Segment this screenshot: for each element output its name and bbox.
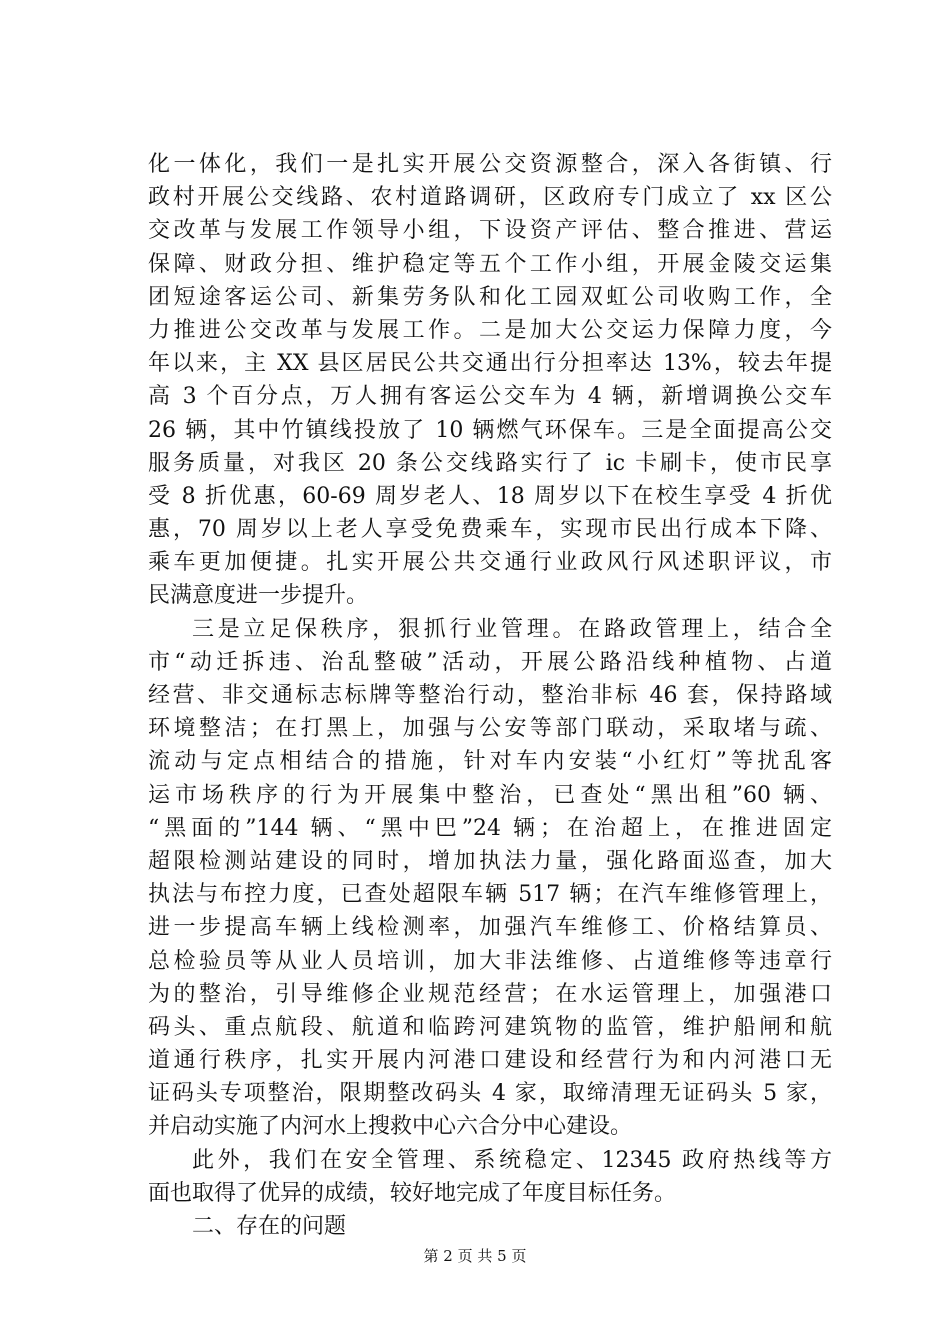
text-line: 服务质量，对我区 20 条公交线路实行了 ic 卡刷卡，使市民享 — [148, 450, 832, 476]
text-line: 高 3 个百分点，万人拥有客运公交车为 4 辆，新增调换公交车 — [148, 384, 832, 410]
text-line: 为的整治，引导维修企业规范经营；在水运管理上，加强港口 — [148, 981, 832, 1007]
text-line: 26 辆，其中竹镇线投放了 10 辆燃气环保车。三是全面提高公交 — [148, 417, 832, 443]
text-line: 道通行秩序，扎实开展内河港口建设和经营行为和内河港口无 — [148, 1048, 832, 1074]
text-line: 惠，70 周岁以上老人享受免费乘车，实现市民出行成本下降、 — [148, 517, 832, 543]
paragraph-1 — [148, 148, 832, 613]
text-line: 经营、非交通标志标牌等整治行动，整治非标 46 套，保持路域 — [148, 683, 832, 708]
text-line: 受 8 折优惠，60-69 周岁老人、18 周岁以下在校生享受 4 折优 — [148, 483, 832, 509]
text-line: 此外，我们在安全管理、系统稳定、12345 政府热线等方 — [192, 1147, 832, 1173]
text-line: 政村开展公交线路、农村道路调研，区政府专门成立了 xx 区公 — [148, 185, 832, 211]
text-line: 三是立足保秩序，狠抓行业管理。在路政管理上，结合全 — [192, 616, 832, 642]
text-line: 乘车更加便捷。扎实开展公共交通行业政风行风述职评议，市 — [148, 550, 832, 576]
text-line: 码头、重点航段、航道和临跨河建筑物的监管，维护船闸和航 — [148, 1014, 832, 1040]
text-line: 流动与定点相结合的措施，针对车内安装“小红灯”等扰乱客 — [148, 749, 832, 775]
text-line: 力推进公交改革与发展工作。二是加大公交运力保障力度，今 — [148, 317, 832, 343]
text-line: 市“动迁拆违、治乱整破”活动，开展公路沿线种植物、占道 — [148, 649, 832, 675]
text-line: 团短途客运公司、新集劳务队和化工园双虹公司收购工作，全 — [148, 284, 832, 310]
text-line: 超限检测站建设的同时，增加执法力量，强化路面巡查，加大 — [148, 848, 832, 874]
text-line: “黑面的”144 辆、“黑中巴”24 辆；在治超上，在推进固定 — [148, 815, 832, 841]
text-line: 执法与布控力度，已查处超限车辆 517 辆；在汽车维修管理上， — [148, 882, 832, 908]
paragraph-3 — [148, 1144, 832, 1210]
text-line: 运市场秩序的行为开展集中整治，已查处“黑出租”60 辆、 — [148, 782, 832, 808]
text-line: 保障、财政分担、维护稳定等五个工作小组，开展金陵交运集 — [148, 251, 832, 277]
text-line: 并启动实施了内河水上搜救中心六合分中心建设。 — [148, 1114, 633, 1140]
text-line: 总检验员等从业人员培训，加大非法维修、占道维修等违章行 — [148, 948, 832, 974]
text-line: 证码头专项整治，限期整改码头 4 家，取缔清理无证码头 5 家， — [148, 1081, 832, 1107]
section-heading: 二、存在的问题 — [192, 1214, 347, 1239]
text-line: 交改革与发展工作领导小组，下设资产评估、整合推进、营运 — [148, 218, 832, 244]
page-footer: 第 2 页 共 5 页 — [423, 1247, 527, 1265]
text-line: 化一体化，我们一是扎实开展公交资源整合，深入各街镇、行 — [148, 152, 832, 177]
text-line: 进一步提高车辆上线检测率，加强汽车维修工、价格结算员、 — [148, 915, 832, 941]
text-line: 年以来，主 XX 县区居民公共交通出行分担率达 13%，较去年提 — [148, 351, 832, 377]
text-line: 民满意度进一步提升。 — [148, 583, 369, 609]
document-body — [148, 148, 832, 1243]
text-line: 环境整洁；在打黑上，加强与公安等部门联动，采取堵与疏、 — [148, 716, 832, 742]
paragraph-2 — [148, 613, 832, 1144]
text-line: 面也取得了优异的成绩，较好地完成了年度目标任务。 — [148, 1180, 677, 1206]
